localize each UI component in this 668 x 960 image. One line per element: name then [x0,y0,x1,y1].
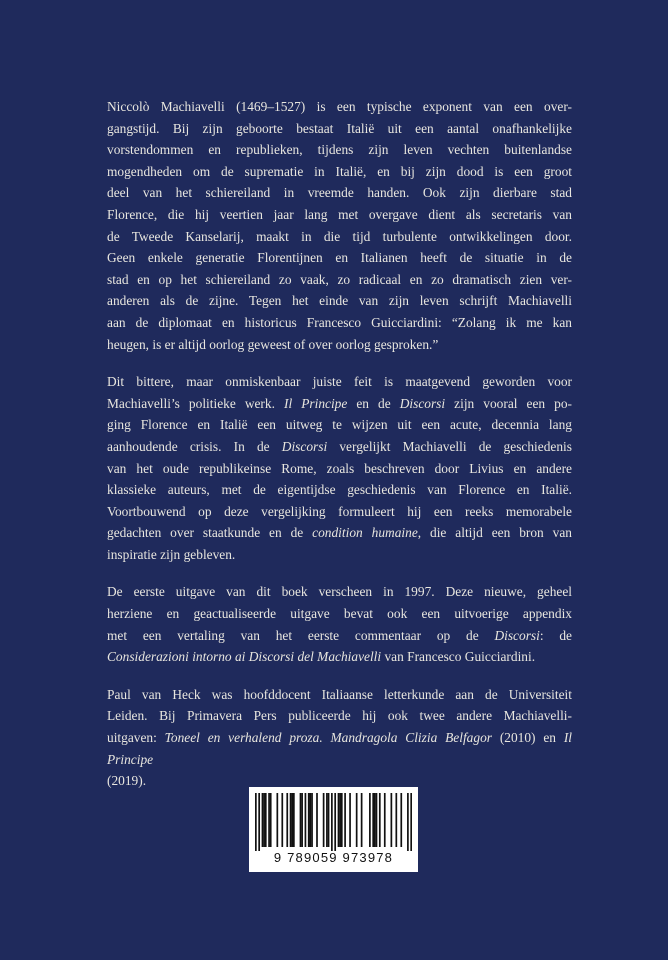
paragraph-3 [107,581,572,667]
barcode-bar [384,793,386,847]
blurb-text [107,96,572,808]
text-line [107,226,572,248]
text-run: aanhoudende crisis. In de [107,438,282,454]
barcode-bar [323,793,325,847]
barcode-bar [372,793,374,847]
barcode-bar [263,793,265,847]
barcode-bar [344,793,346,847]
text-line [107,247,572,269]
text-run: aan de diplomaat en historicus Francesco Guicciardini: “Zolang ik me kan [107,314,572,330]
text-run: : de [539,627,572,643]
text-line [107,684,572,706]
barcode-bar [339,793,341,847]
barcode-bar [341,793,343,847]
text-line [107,705,572,727]
barcode-bar [290,793,292,847]
paragraph-2 [107,371,572,565]
barcode-bar [268,793,270,847]
barcode-bar [391,793,393,847]
text-run: anderen als de zijne. Tegen het einde van zijn leven schrijft Machiavelli [107,293,572,309]
barcode-bar [255,793,257,851]
text-run: Dit bittere, maar onmiskenbaar juiste feit is maatgevend geworden voor [107,374,572,390]
barcode-bar [262,793,264,847]
barcode-bar [310,793,312,847]
barcode-bar [270,793,272,847]
barcode-bar [258,793,260,851]
text-line [107,312,572,334]
italic-title: condition humaine [312,525,418,541]
barcode-bar [265,793,267,847]
text-run: klassieke auteurs, met de eigentijdse geschiedenis van Florence en Italië. [107,482,572,498]
text-run: Geen enkele generatie Florentijnen en Italianen heeft de situatie in de [107,250,572,266]
barcode-bar [369,793,371,847]
italic-title: Discorsi [494,627,540,643]
barcode-bar [316,793,318,847]
barcode-bar [286,793,288,847]
text-line [107,581,572,603]
text-run: Voortbouwend op deze vergelijking formuleert hij een reeks memorabele [107,503,572,519]
text-line [107,646,572,668]
text-run: vorstendommen en republieken, tijdens zijn leven vechten buitenlandse [107,142,572,158]
italic-title: Il Principe [107,730,572,767]
text-line [107,118,572,140]
text-line [107,393,572,415]
barcode-bar [276,793,278,847]
barcode-bar [334,793,336,851]
text-run: gangstijd. Bij zijn geboorte bestaat Italië uit een aantal onafhankelijke [107,120,572,136]
barcode-bar [374,793,376,847]
text-run: uitgaven: [107,730,165,746]
barcode-bar [376,793,378,847]
text-line [107,458,572,480]
text-run: heugen, is er altijd oorlog geweest of over oorlog gesproken.” [107,336,439,352]
barcode-bar [331,793,333,851]
text-run: Florence, die hij veertien jaar lang met overgave dient als secretaris van [107,206,572,222]
text-run: met een vertaling van het eerste commentaar op de [107,627,495,643]
text-run: mogendheden om de suprematie in Italië, en bij zijn dood is een groot [107,163,572,179]
text-run: (2010) en [491,730,564,746]
italic-title: Il Principe [283,395,348,411]
text-run: Leiden. Bij Primavera Pers publiceerde hij ook twee andere Machiavelli- [107,708,572,724]
barcode-bar [293,793,295,847]
barcode-bar [361,793,363,847]
text-run: inspiratie zijn gebleven. [107,546,236,562]
text-line [107,161,572,183]
italic-title: Toneel en verhalend proza. Mandragola Clizia Belfagor [164,730,492,746]
text-line [107,334,572,356]
text-run: De eerste uitgave van dit boek verscheen in 1997. Deze nieuwe, geheel [107,584,572,600]
text-line [107,603,572,625]
barcode-bar [400,793,402,847]
text-run: Machiavelli’s politieke werk. [107,395,284,411]
barcode-bar [281,793,283,847]
text-line [107,371,572,393]
text-line [107,479,572,501]
barcode-bar [326,793,328,847]
text-line [107,501,572,523]
text-run: (2019). [107,773,147,789]
barcode-bar [301,793,303,847]
text-line [107,414,572,436]
paragraph-4 [107,684,572,792]
barcode-bar [291,793,293,847]
text-run: ging Florence en Italië een uitweg te wijzen uit een acute, decennia lang [107,417,572,433]
text-line [107,625,572,647]
text-run: van het oude republikeinse Rome, zoals beschreven door Livius en andere [107,460,572,476]
text-line [107,544,572,566]
barcode-bar [407,793,409,851]
text-run: Paul van Heck was hoofddocent Italiaanse letterkunde aan de Universiteit [107,686,572,702]
isbn-barcode [249,787,418,872]
text-run: van Francesco Guicciardini. [381,649,536,665]
italic-title: Discorsi [281,438,328,454]
barcode-bar [308,793,310,847]
italic-title: Considerazioni intorno ai Discorsi del Machiavelli [107,649,382,665]
text-line [107,139,572,161]
text-run: deel van het schiereiland in vreemde handen. Ook zijn dierbare stad [107,185,572,201]
barcode-bar [311,793,313,847]
barcode-digits: 9 789059 973978 [273,850,394,865]
barcode-bar [305,793,307,847]
barcode-bar [356,793,358,847]
barcode-bars [255,793,412,851]
text-line [107,522,572,544]
text-run: de Tweede Kanselarij, maakt in die tijd turbulente ontwikkelingen door. [107,228,572,244]
barcode-bar [349,793,351,847]
text-line [107,204,572,226]
text-run: zijn vooral een po- [445,395,572,411]
text-run: gedachten over staatkunde en de [107,525,313,541]
barcode-bar [379,793,381,847]
text-line [107,269,572,291]
text-run: en de [347,395,400,411]
paragraph-1 [107,96,572,355]
text-line [107,290,572,312]
text-line [107,727,572,770]
barcode-bar [410,793,412,851]
barcode-bar [300,793,302,847]
text-run: stad en op het schiereiland zo vaak, zo radicaal en zo dramatisch zien ver- [107,271,572,287]
barcode-bar [338,793,340,847]
italic-title: Discorsi [399,395,446,411]
barcode-bar [328,793,330,847]
text-run: vergelijkt Machiavelli de geschiedenis [327,438,572,454]
text-line [107,182,572,204]
text-run: herziene en geactualiseerde uitgave bevat ook een uitvoerige appendix [107,606,572,622]
text-run: Niccolò Machiavelli (1469–1527) is een typische exponent van een over- [107,99,572,114]
text-run: , die altijd een bron van [417,525,572,541]
text-line [107,436,572,458]
text-line [107,96,572,118]
barcode-bar [395,793,397,847]
